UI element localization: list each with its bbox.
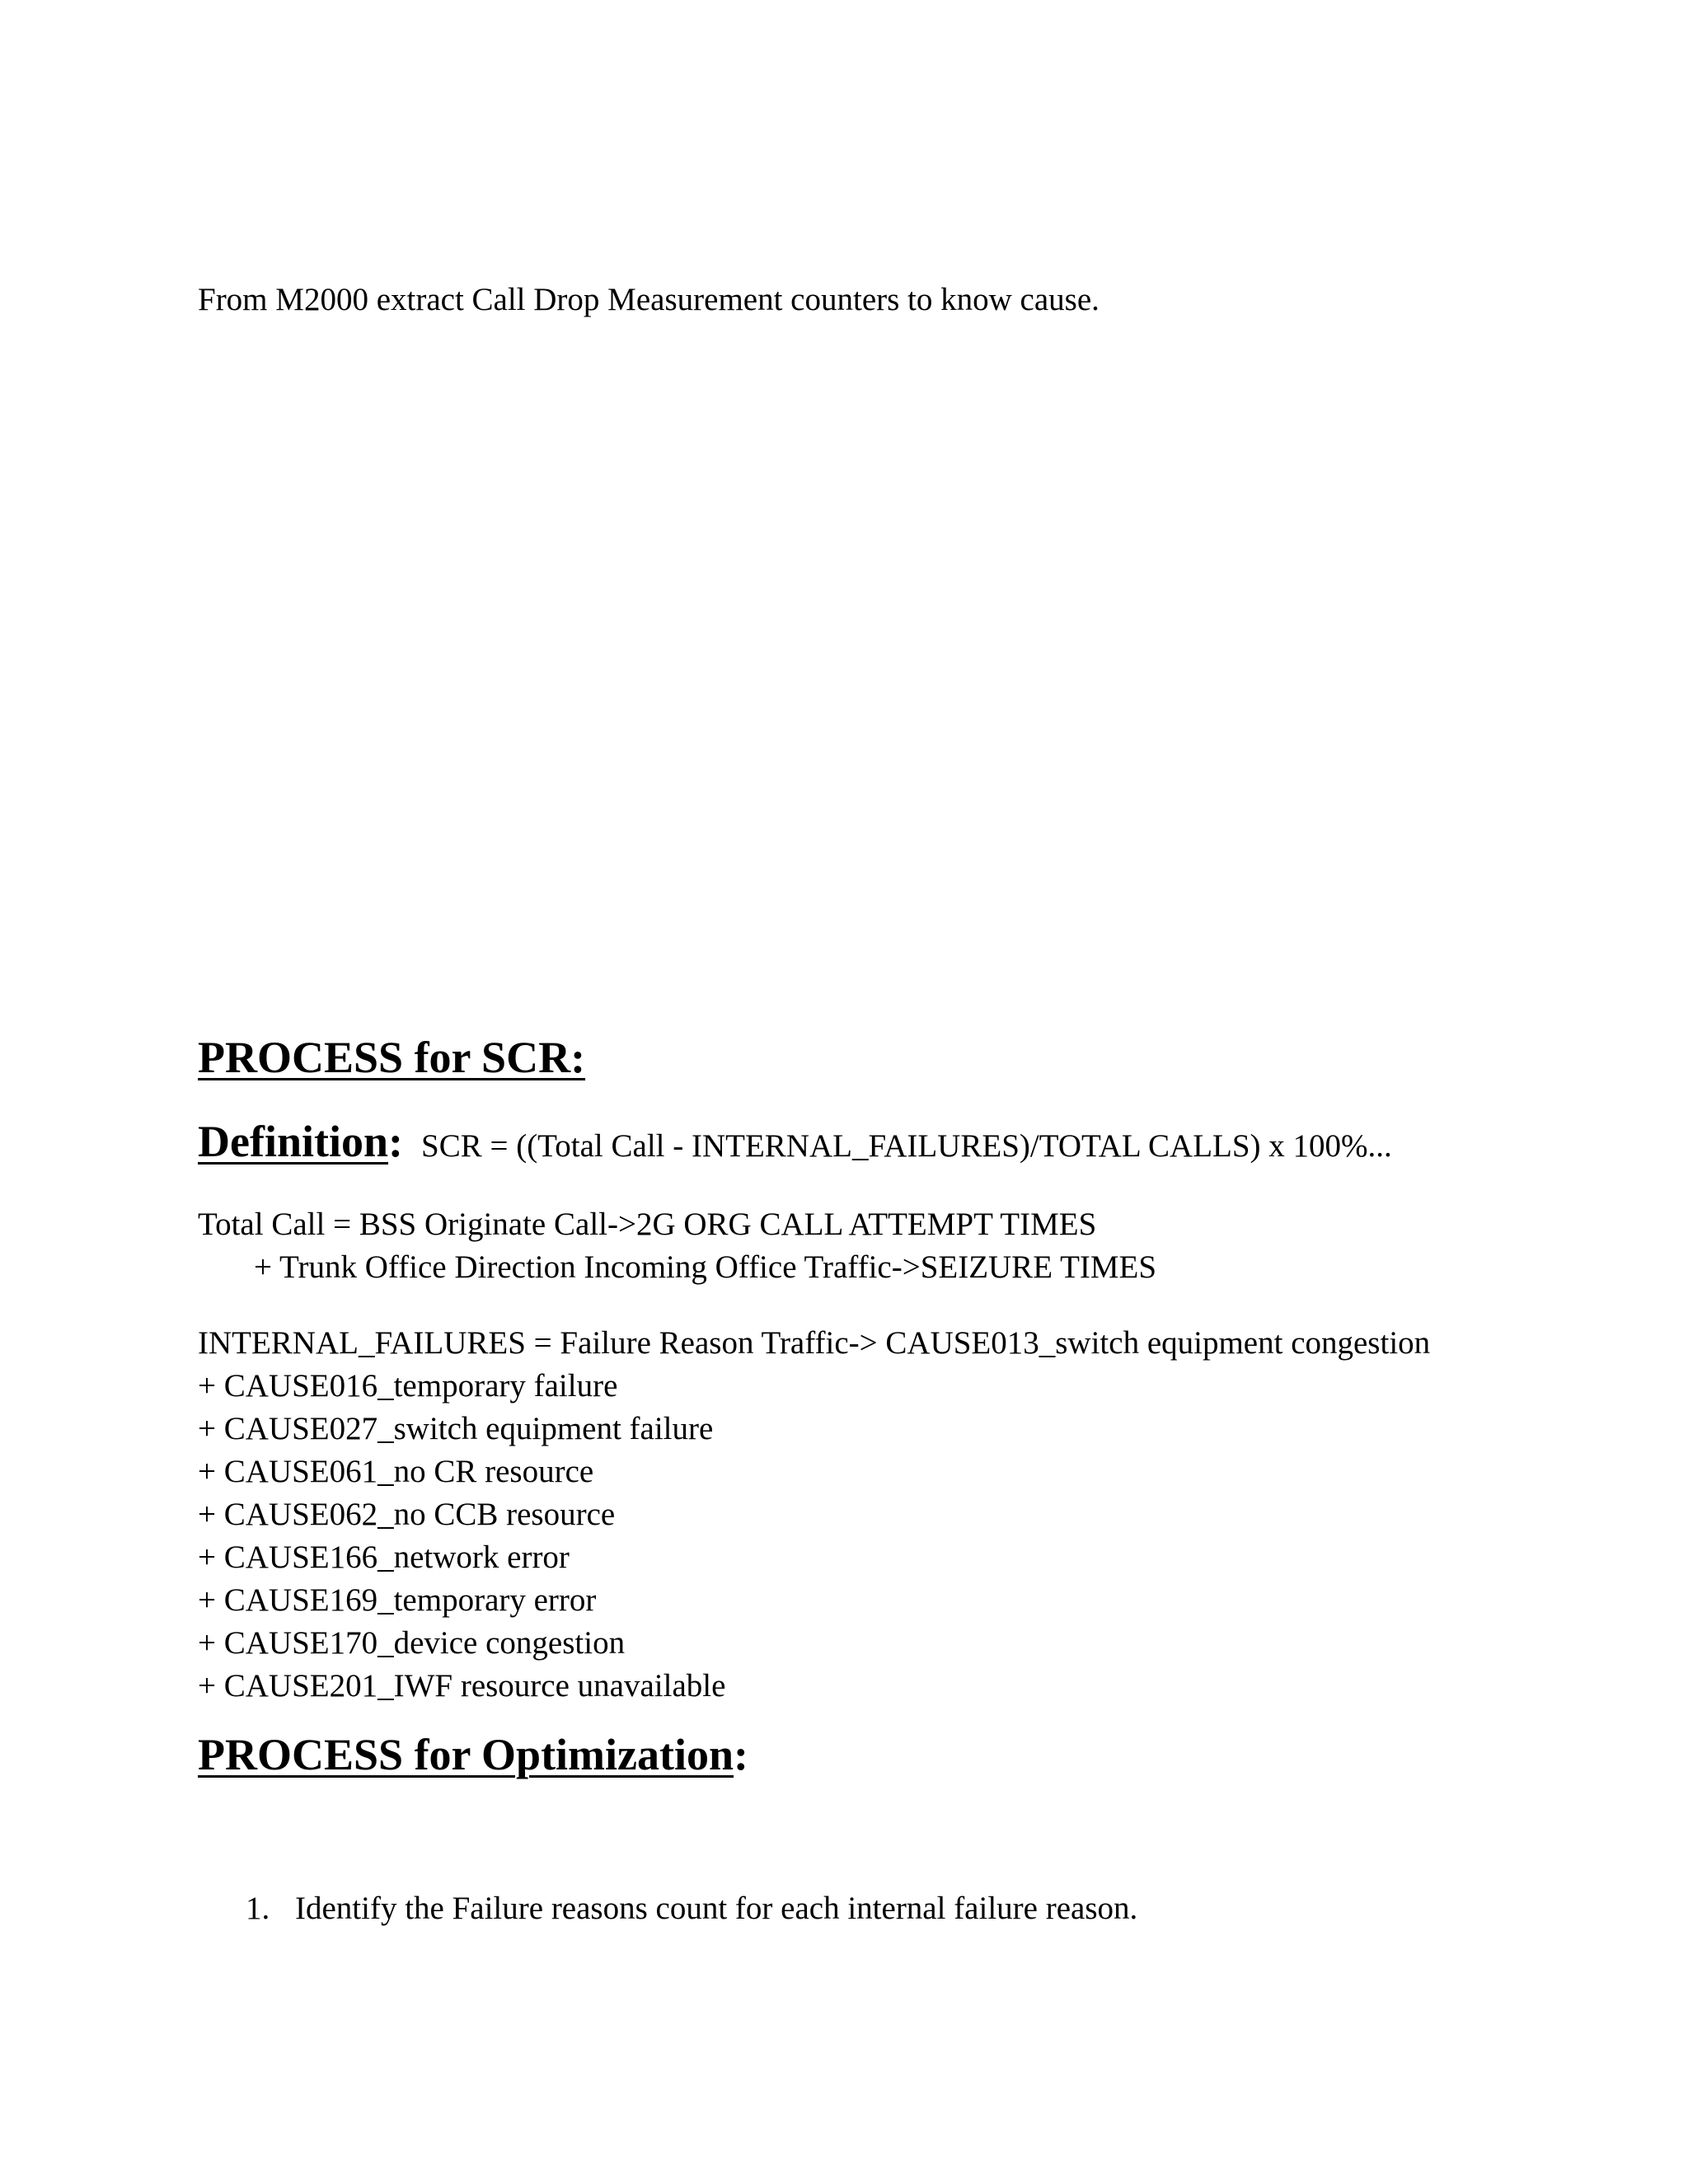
internal-failures-line: + CAUSE062_no CCB resource (198, 1497, 616, 1532)
scr-process-heading (198, 1035, 585, 1080)
list-item (246, 1892, 1137, 1924)
list-item-text: Identify the Failure reasons count for each internal failure reason. (295, 1891, 1138, 1926)
optimization-steps-list (246, 1892, 1137, 1924)
internal-failures-line: + CAUSE166_network error (198, 1540, 570, 1575)
internal-failures-line: + CAUSE027_switch equipment failure (198, 1411, 714, 1446)
internal-failures-block (198, 1322, 1430, 1708)
intro-paragraph: From M2000 extract Call Drop Measurement counters to know cause. (198, 282, 1100, 317)
scr-formula: SCR = ((Total Call - INTERNAL_FAILURES)/TOTAL CALLS) x 100%... (421, 1128, 1392, 1164)
internal-failures-line: + CAUSE016_temporary failure (198, 1368, 618, 1404)
definition-label (198, 1117, 403, 1166)
optimization-heading-colon: : (734, 1730, 749, 1779)
definition-row (198, 1119, 1392, 1164)
list-item-number: 1. (246, 1891, 270, 1926)
definition-colon: : (388, 1117, 403, 1166)
definition-label-text: Definition (198, 1117, 389, 1166)
optimization-heading-text: PROCESS for Optimization (198, 1730, 734, 1779)
internal-failures-line: + CAUSE169_temporary error (198, 1582, 597, 1618)
internal-failures-line: + CAUSE170_device congestion (198, 1625, 626, 1661)
internal-failures-line: + CAUSE201_IWF resource unavailable (198, 1668, 726, 1704)
internal-failures-line: + CAUSE061_no CR resource (198, 1454, 594, 1489)
scr-process-heading-text: PROCESS for SCR: (198, 1033, 586, 1082)
internal-failures-line: INTERNAL_FAILURES = Failure Reason Traffic-> CAUSE013_switch equipment congestion (198, 1325, 1431, 1361)
total-call-line-1: Total Call = BSS Originate Call->2G ORG CALL ATTEMPT TIMES (198, 1207, 1097, 1242)
optimization-process-heading (198, 1732, 748, 1777)
total-call-line-2: + Trunk Office Direction Incoming Office Traffic->SEIZURE TIMES (254, 1249, 1157, 1285)
